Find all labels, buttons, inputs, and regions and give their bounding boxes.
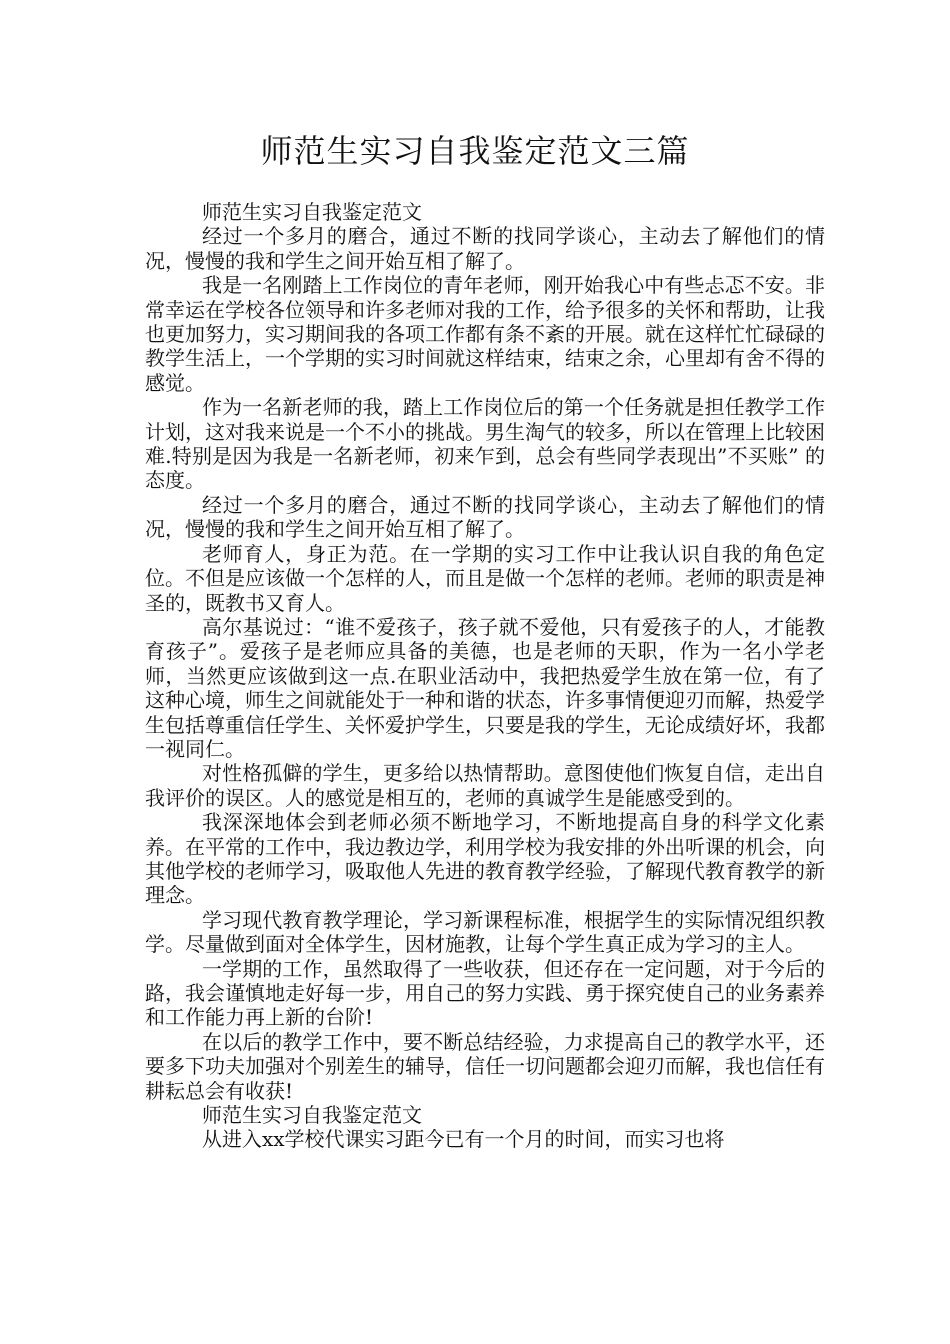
paragraph: 从进入xx学校代课实习距今已有一个月的时间，而实习也将	[202, 1127, 725, 1152]
paragraph: 经过一个多月的磨合，通过不断的找同学谈心，主动去了解他们的情况，慢慢的我和学生之间开始互相了解了。	[145, 492, 825, 542]
paragraph: 一学期的工作，虽然取得了一些收获，但还存在一定问题，对于今后的路，我会谨慎地走好每一步，用自己的努力实践、勇于探究使自己的业务素养和工作能力再上新的台阶!	[145, 956, 825, 1030]
paragraph: 我是一名刚踏上工作岗位的青年老师，刚开始我心中有些忐忑不安。非常幸运在学校各位领导和许多老师对我的工作，给予很多的关怀和帮助，让我也更加努力，实习期间我的各项工作都有条不紊的开展。就在这样忙忙碌碌的教学生活上，一个学期的实习时间就这样结束，结束之余，心里却有舍不得的感觉。	[145, 273, 825, 395]
paragraph: 对性格孤僻的学生，更多给以热情帮助。意图使他们恢复自信，走出自我评价的误区。人的感觉是相互的，老师的真诚学生是能感受到的。	[145, 761, 825, 810]
paragraph: 作为一名新老师的我，踏上工作岗位后的第一个任务就是担任教学工作计划，这对我来说是一个不小的挑战。男生淘气的较多，所以在管理上比较困难.特别是因为我是一名新老师，初来乍到，总会有些同学表现出”不买账” 的态度。	[145, 395, 825, 493]
paragraph: 高尔基说过：“谁不爱孩子，孩子就不爱他，只有爱孩子的人，才能教育孩子”。爱孩子是老师应具备的美德，也是老师的天职，作为一名小学老师，当然更应该做到这一点.在职业活动中，我把热爱学生放在第一位，有了这种心境，师生之间就能处于一种和谐的状态，许多事情便迎刃而解，热爱学生包括尊重信任学生、关怀爱护学生，只要是我的学生，无论成绩好坏，我都一视同仁。	[145, 614, 825, 761]
paragraph: 学习现代教育教学理论，学习新课程标准，根据学生的实际情况组织教学。尽量做到面对全体学生，因材施教，让每个学生真正成为学习的主人。	[145, 907, 825, 957]
paragraph: 老师育人，身正为范。在一学期的实习工作中让我认识自我的角色定位。不但是应该做一个怎样的人，而且是做一个怎样的老师。老师的职责是神圣的，既教书又育人。	[145, 541, 825, 615]
paragraph: 在以后的教学工作中，要不断总结经验，力求提高自己的教学水平，还要多下功夫加强对个别差生的辅导，信任一切问题都会迎刃而解，我也信任有耕耘总会有收获!	[145, 1029, 825, 1103]
paragraph: 经过一个多月的磨合，通过不断的找同学谈心，主动去了解他们的情况，慢慢的我和学生之间开始互相了解了。	[145, 224, 825, 273]
document-title: 师范生实习自我鉴定范文三篇	[260, 132, 690, 170]
section-heading: 师范生实习自我鉴定范文	[202, 1103, 422, 1128]
paragraph: 我深深地体会到老师必须不断地学习，不断地提高自身的科学文化素养。在平常的工作中，我边教边学，利用学校为我安排的外出听课的机会，向其他学校的老师学习，吸取他人先进的教育教学经验，了解现代教育教学的新理念。	[145, 810, 825, 908]
section-heading: 师范生实习自我鉴定范文	[202, 200, 422, 224]
document-body	[145, 200, 825, 1152]
